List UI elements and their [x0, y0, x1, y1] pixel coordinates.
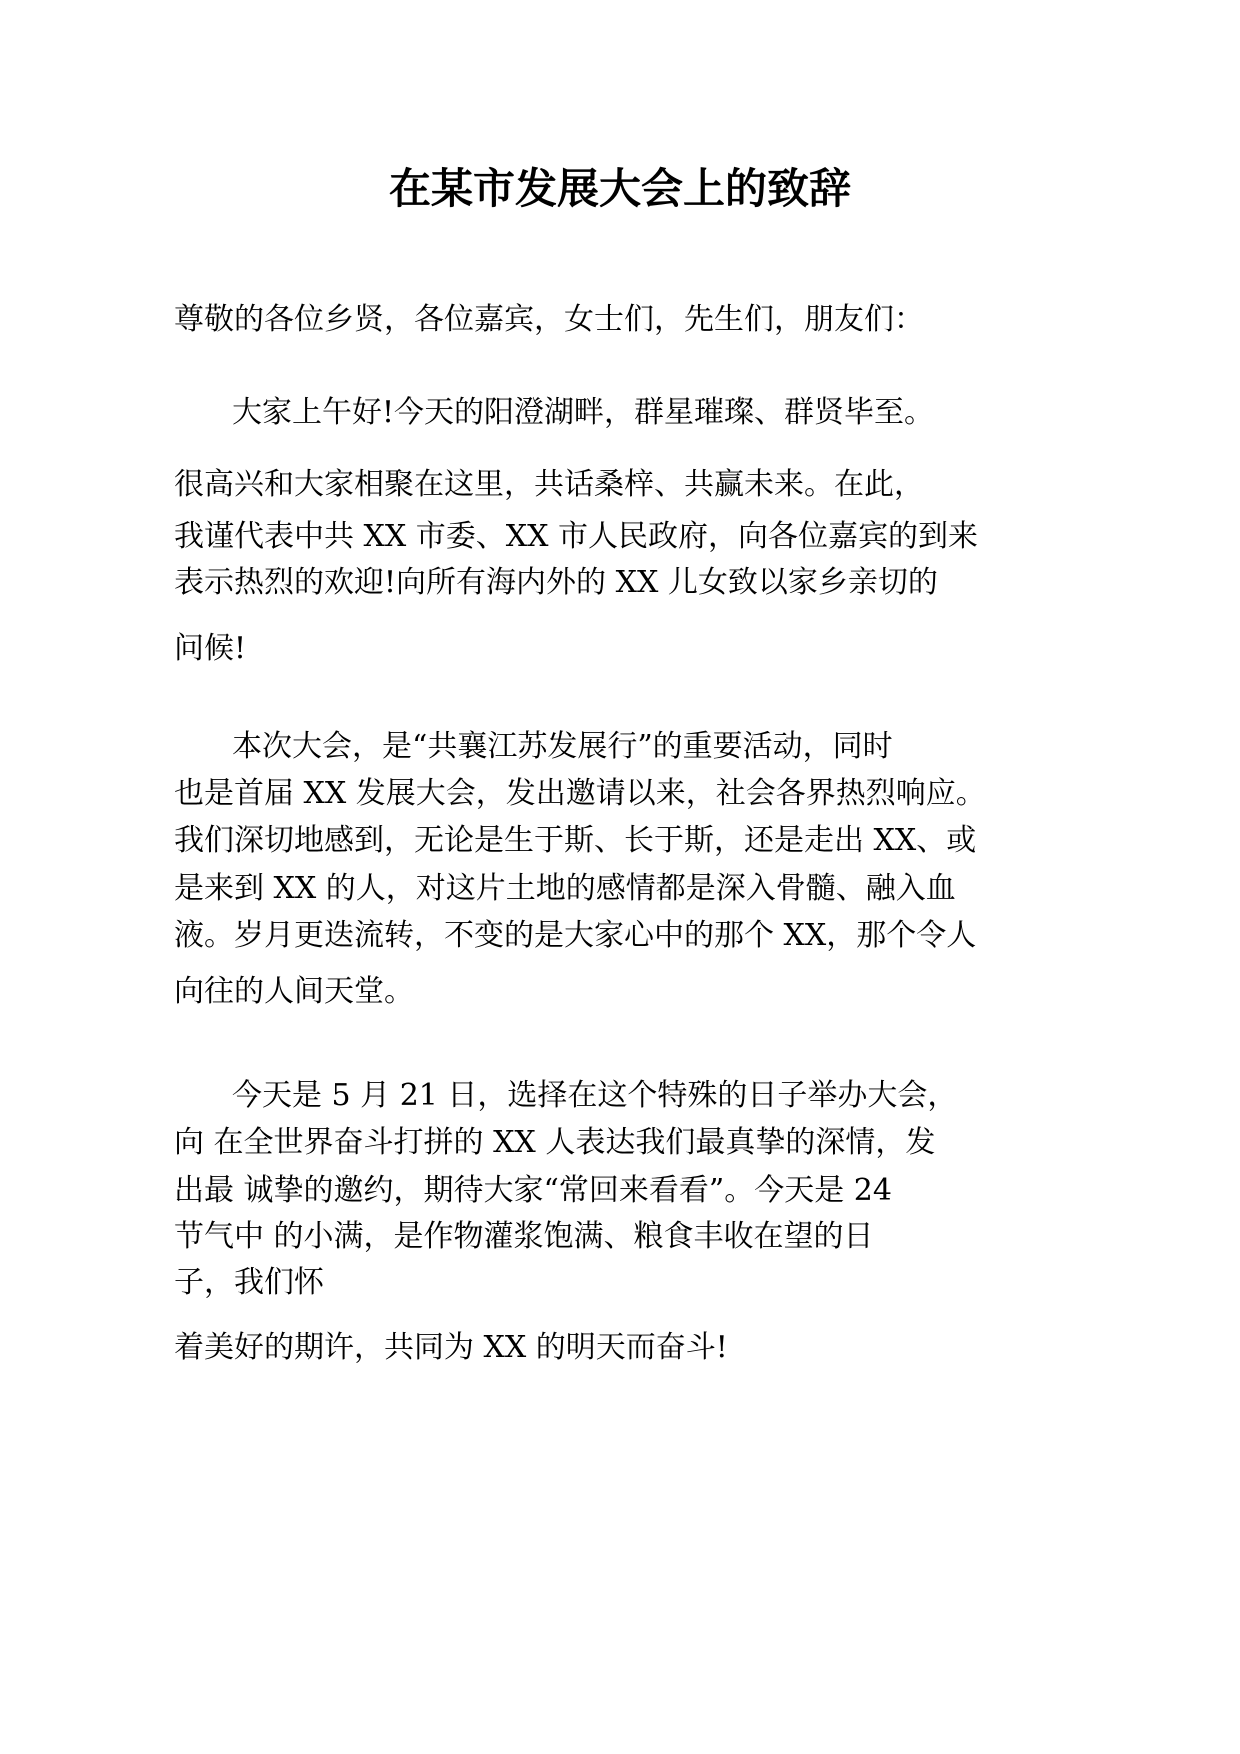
paragraph-line: 向 在全世界奋斗打拼的 XX 人表达我们最真挚的深情，发	[174, 1125, 936, 1160]
paragraph-line: 是来到 XX 的人，对这片土地的感情都是深入骨髓、融入血	[174, 871, 956, 906]
salutation-line: 尊敬的各位乡贤，各位嘉宾，女士们，先生们，朋友们：	[174, 302, 924, 337]
paragraph-line: 子，我们怀	[174, 1265, 324, 1300]
paragraph-line: 我谨代表中共 XX 市委、XX 市人民政府，向各位嘉宾的到来	[174, 519, 979, 554]
paragraph-line: 着美好的期许，共同为 XX 的明天而奋斗!	[174, 1330, 728, 1365]
paragraph-line: 向往的人间天堂。	[174, 974, 414, 1009]
paragraph-line: 本次大会，是“共襄江苏发展行”的重要活动，同时	[232, 729, 893, 764]
document-title: 在某市发展大会上的致辞	[388, 164, 851, 213]
paragraph-line: 问候!	[174, 631, 247, 666]
paragraph-line: 很高兴和大家相聚在这里，共话桑梓、共赢未来。在此，	[174, 467, 924, 502]
paragraph-line: 节气中 的小满，是作物灌浆饱满、粮食丰收在望的日	[174, 1219, 874, 1254]
paragraph-line: 液。岁月更迭流转，不变的是大家心中的那个 XX，那个令人	[174, 918, 977, 953]
paragraph-line: 表示热烈的欢迎!向所有海内外的 XX 儿女致以家乡亲切的	[174, 565, 938, 600]
paragraph-line: 今天是 5 月 21 日，选择在这个特殊的日子举办大会，	[232, 1078, 958, 1113]
paragraph-line: 我们深切地感到，无论是生于斯、长于斯，还是走出 XX、或	[174, 823, 977, 858]
paragraph-line: 大家上午好!今天的阳澄湖畔，群星璀璨、群贤毕至。	[232, 395, 935, 430]
paragraph-line: 出最 诚挚的邀约，期待大家“常回来看看”。今天是 24	[174, 1173, 892, 1208]
paragraph-line: 也是首届 XX 发展大会，发出邀请以来，社会各界热烈响应。	[174, 776, 986, 811]
